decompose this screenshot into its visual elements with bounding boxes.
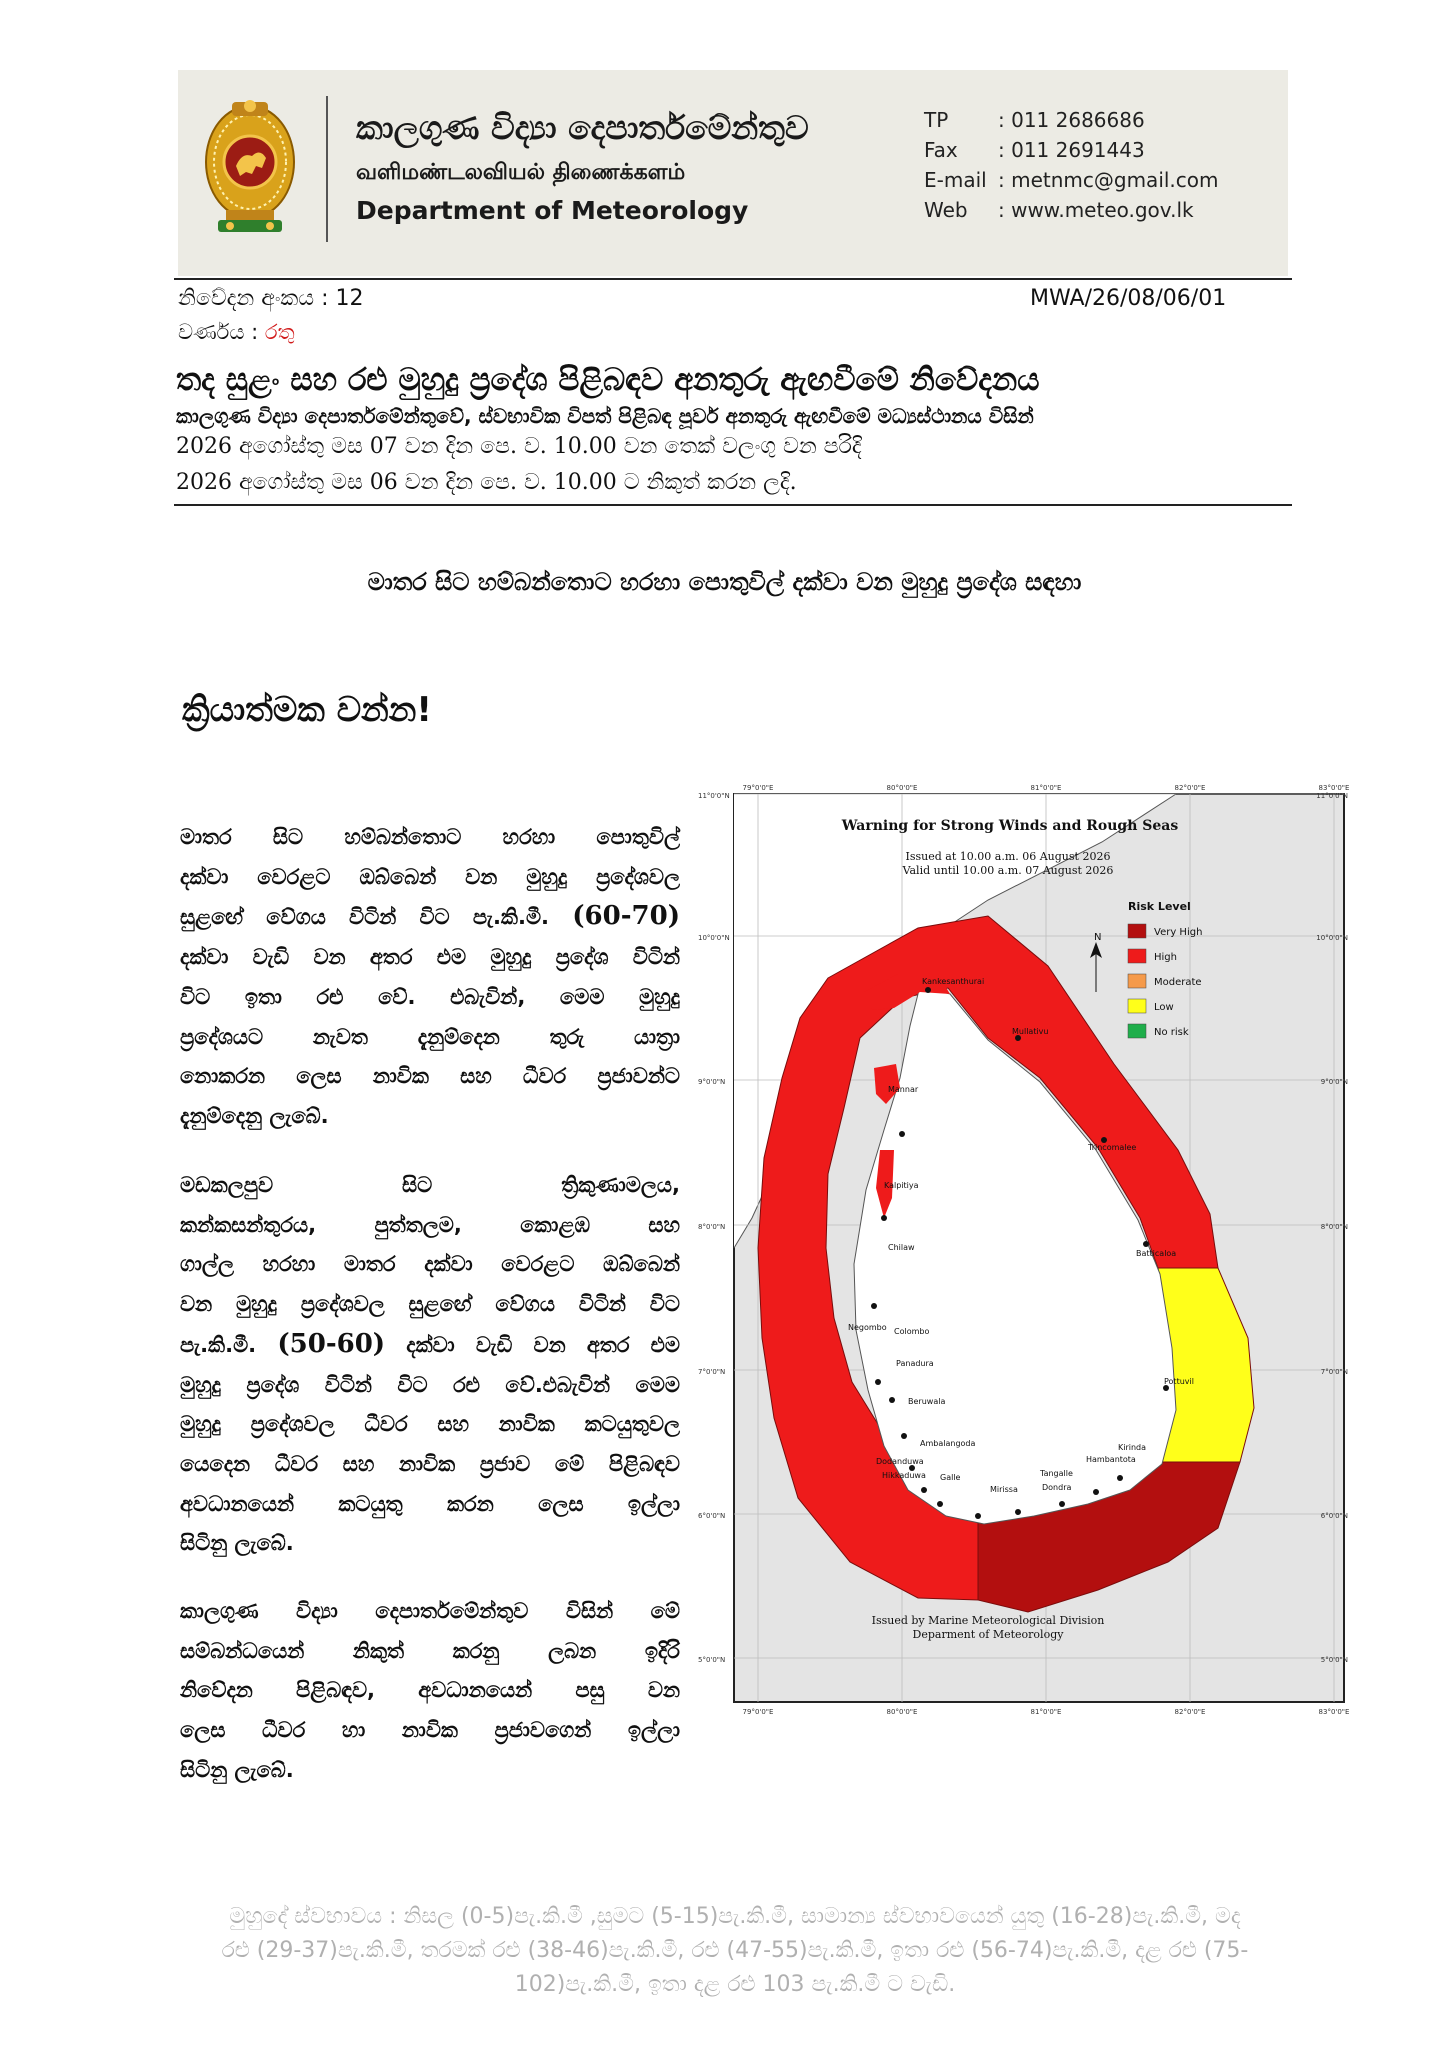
notice-color [178,320,295,345]
lon-label: 80°0'0"E [886,1708,918,1716]
dept-name-tamil: வளிமண்டலவியல் திணைக்களம் [356,160,686,185]
lat-label: 11°0'0"N [698,792,730,800]
legend-title: Risk Level [1128,900,1191,913]
para-line: යෙදෙන ධීවර සහ නාවික ප්‍රජාව මේ පිළිබඳව [180,1451,680,1476]
lat-label: 5°0'0"N [1320,1656,1348,1664]
contact-key: Fax [924,138,958,162]
contact-key: TP [924,108,949,132]
lon-label: 83°0'0"E [1318,784,1350,792]
map-footer-2: Deparment of Meteorology [912,1628,1064,1641]
place-label: Beruwala [908,1397,946,1406]
para-line: නිවේදන පිළිබඳව, අවධානයෙන් පසු වන [180,1678,680,1703]
paragraph-warning-south [180,818,680,1137]
notice-color-label: වර්ණය : [178,320,265,344]
dept-name-english: Department of Meteorology [356,196,749,225]
place-label: Trincomalee [1088,1143,1137,1152]
map-title: Warning for Strong Winds and Rough Seas [841,818,1179,834]
letterhead [178,70,1288,276]
para-line [180,897,680,938]
para-line: මුහුදු ප්‍රදේශවල ධීවර සහ නාවික කටයුතුවල [180,1412,680,1437]
place-label: Ambalangoda [920,1439,976,1448]
lat-label: 5°0'0"N [698,1656,726,1664]
para-line: ප්‍රදේශයට නැවත දැනුම්දෙන තුරු යාත්‍රා [180,1024,680,1049]
para-line: නොකරන ලෙස නාවික සහ ධීවර ප්‍රජාවන්ට [180,1064,680,1089]
notice-reference: MWA/26/08/06/01 [1030,286,1227,311]
place-label: Chilaw [888,1243,915,1252]
para-line: අවධානයෙන් කටයුතු කරන ලෙස ඉල්ලා [180,1491,680,1516]
para-line: මඩකලපුව සිට ත්‍රිකුණාමලය, [180,1173,680,1197]
para-text: දක්වා වැඩි වන අතර එම [406,1332,680,1357]
notice-issuer-line: කාලගුණ විද්‍යා දෙපාර්තමේන්තුවේ, ස්වභාවික විපත් පිළිබඳ පූර්ව අනතුරු ඇඟවීමේ මධ්‍යස්ථානය විසින් [176,404,1034,428]
lon-label: 82°0'0"E [1174,1708,1206,1716]
contact-fax [924,138,1145,162]
lon-label: 79°0'0"E [742,1708,774,1716]
contact-value: : 011 2686686 [998,108,1145,132]
place-label: Panadura [896,1359,934,1368]
legend-label: No risk [1154,1027,1189,1038]
map-valid: Valid until 10.00 a.m. 07 August 2026 [902,864,1114,877]
notice-title: තද සුළං සහ රළු මුහුදු ප්‍රදේශ පිළිබඳව අනතුරු ඇඟවීමේ නිවේදනය [176,362,1040,398]
contact-key: E-mail [924,168,987,192]
place-label: Dodanduwa [876,1457,924,1466]
warning-map [688,778,1351,1738]
para-line: සිටිනු ලැබේ. [180,1531,294,1556]
lon-label: 79°0'0"E [742,784,774,792]
para-line: දක්වා වෙරළට ඔබ්බෙන් වන මුහුදු ප්‍රදේශවල [180,864,680,889]
action-heading: ක්‍රියාත්මක වන්න! [182,690,432,730]
wind-speed-range: (50-60) [277,1328,386,1359]
header-rule-bottom [174,504,1292,506]
lon-label: 83°0'0"E [1318,1708,1350,1716]
letterhead-divider [326,96,328,242]
sri-lanka-state-emblem-icon [204,96,296,236]
place-label: Hikkaduwa [882,1471,926,1480]
contact-value[interactable]: : www.meteo.gov.lk [998,198,1194,222]
lon-label: 82°0'0"E [1174,784,1206,792]
footnote-line: මුහුදේ ස්වභාවය : නිසල (0-5)පැ.කි.මී ,සුමට (5-15)පැ.කි.මී, සාමාන්‍ය ස්වභාවයෙන් යුතු (16-28)පැ.කි.මී, මද [229,1904,1241,1929]
place-label: Kirinda [1118,1443,1147,1452]
para-text: පැ.කි.මී. [180,1332,257,1357]
para-line: ලෙස ධීවර හා නාවික ප්‍රජාවගෙන් ඉල්ලා [180,1718,680,1743]
lat-label: 7°0'0"N [1320,1368,1348,1376]
place-label: Galle [940,1473,961,1482]
legend-swatch [1128,999,1146,1013]
lat-label: 6°0'0"N [698,1512,726,1520]
notice-color-value: රතු [264,320,295,344]
para-text: සුළඟේ වේගය විටින් විට පැ.කි.මී. [180,905,550,930]
place-label: Tangalle [1040,1469,1073,1478]
contact-web [924,198,1194,222]
contact-value[interactable]: : metnmc@gmail.com [998,168,1219,192]
paragraph-warning-other [180,1166,680,1564]
contact-tp [924,108,1145,132]
place-label: Mirissa [990,1485,1018,1494]
para-line: ගාල්ල හරහා මාතර දක්වා වෙරළට ඔබ්බෙන් [180,1252,680,1277]
para-line: දැනුම්දෙනු ලැබේ. [180,1103,329,1128]
svg-text:N: N [1094,932,1102,943]
warning-map-svg [688,778,1351,1738]
lat-label: 8°0'0"N [1320,1223,1348,1231]
map-footer-1: Issued by Marine Meteorological Division [871,1614,1105,1627]
legend-swatch [1128,1024,1146,1038]
contact-key: Web [924,198,968,222]
map-issued: Issued at 10.00 a.m. 06 August 2026 [905,850,1111,863]
area-heading: මාතර සිට හම්බන්තොට හරහා පොතුවිල් දක්වා වන මුහුදු ප්‍රදේශ සඳහා [367,568,1082,596]
para-line: මුහුදු ප්‍රදේශ විටින් විට රළු වේ.එබැවින් මෙම [180,1372,680,1397]
place-label: Mullativu [1012,1027,1049,1036]
place-label: Colombo [894,1327,930,1336]
footnote-line: රළු (29-37)පැ.කි.මී, තරමක් රළු (38-46)පැ.කි.මී, රළු (47-55)පැ.කි.මී, ඉතා රළු (56-74)පැ.කි.මී, දළ රළු (75- [221,1938,1249,1963]
header-rule-top [174,278,1292,280]
legend-label: Very High [1154,927,1203,938]
place-label: Mannar [888,1085,919,1094]
dept-name-sinhala: කාලගුණ විද්‍යා දෙපාර්තමේන්තුව [356,108,809,147]
lat-label: 10°0'0"N [698,934,730,942]
lat-label: 7°0'0"N [698,1368,726,1376]
place-label: Kankesanthurai [922,977,985,986]
lat-label: 10°0'0"N [1316,934,1348,942]
place-label: Dondra [1042,1483,1072,1492]
contact-value: : 011 2691443 [998,138,1145,162]
paragraph-advisory [180,1592,680,1791]
notice-valid-line: 2026 අගෝස්තු මස 07 වන දින පෙ. ව. 10.00 වන තෙක් වලංගු වන පරිදි [176,434,862,459]
para-line: කාලගුණ විද්‍යා දෙපාර්තමේන්තුව විසින් මේ [180,1599,680,1623]
legend-label: Moderate [1154,977,1202,988]
wind-speed-range: (60-70) [572,901,681,932]
para-line [180,1325,680,1366]
place-label: Hambantota [1086,1455,1136,1464]
para-line: කන්කසන්තුරය, පුත්තලම, කොළඹ සහ [180,1212,680,1237]
para-line: සිටිනු ලැබේ. [180,1757,294,1782]
para-line: වන මුහුදු ප්‍රදේශවල සුළඟේ වේගය විටින් විට [180,1292,680,1317]
place-label: Negombo [848,1323,887,1332]
para-line: දක්වා වැඩි වන අතර එම මුහුදු ප්‍රදේශ විටින් [180,945,680,970]
notice-issued-line: 2026 අගෝස්තු මස 06 වන දින පෙ. ව. 10.00 ට නිකුත් කරන ලදි. [176,470,797,495]
legend-swatch [1128,924,1146,938]
lon-label: 81°0'0"E [1030,784,1062,792]
legend-label: High [1154,952,1177,963]
lat-label: 6°0'0"N [1320,1512,1348,1520]
notice-number: නිවේදන අංකය : 12 [178,286,364,311]
place-label: Batticaloa [1136,1249,1177,1258]
lon-label: 80°0'0"E [886,784,918,792]
para-line: සම්බන්ධයෙන් නිකුත් කරනු ලබන ඉදිරි [180,1638,680,1663]
legend-label: Low [1154,1002,1174,1013]
lat-label: 9°0'0"N [1320,1078,1348,1086]
contact-email [924,168,1219,192]
lat-label: 11°0'0"N [1316,792,1348,800]
legend-swatch [1128,949,1146,963]
lat-label: 9°0'0"N [698,1078,726,1086]
place-label: Pottuvil [1164,1377,1194,1386]
sea-state-footnote [180,1900,1290,2002]
para-line: මාතර සිට හම්බන්තොට හරහා පොතුවිල් [180,825,680,849]
lon-label: 81°0'0"E [1030,1708,1062,1716]
para-line: විට ඉතා රළු වේ. එබැවින්, මෙම මුහුදු [180,984,680,1009]
place-label: Kalpitiya [884,1181,919,1190]
footnote-line: 102)පැ.කි.මී, ඉතා දළ රළු 103 පැ.කි.මී ට වැඩි. [514,1972,956,1997]
legend-swatch [1128,974,1146,988]
lat-label: 8°0'0"N [698,1223,726,1231]
